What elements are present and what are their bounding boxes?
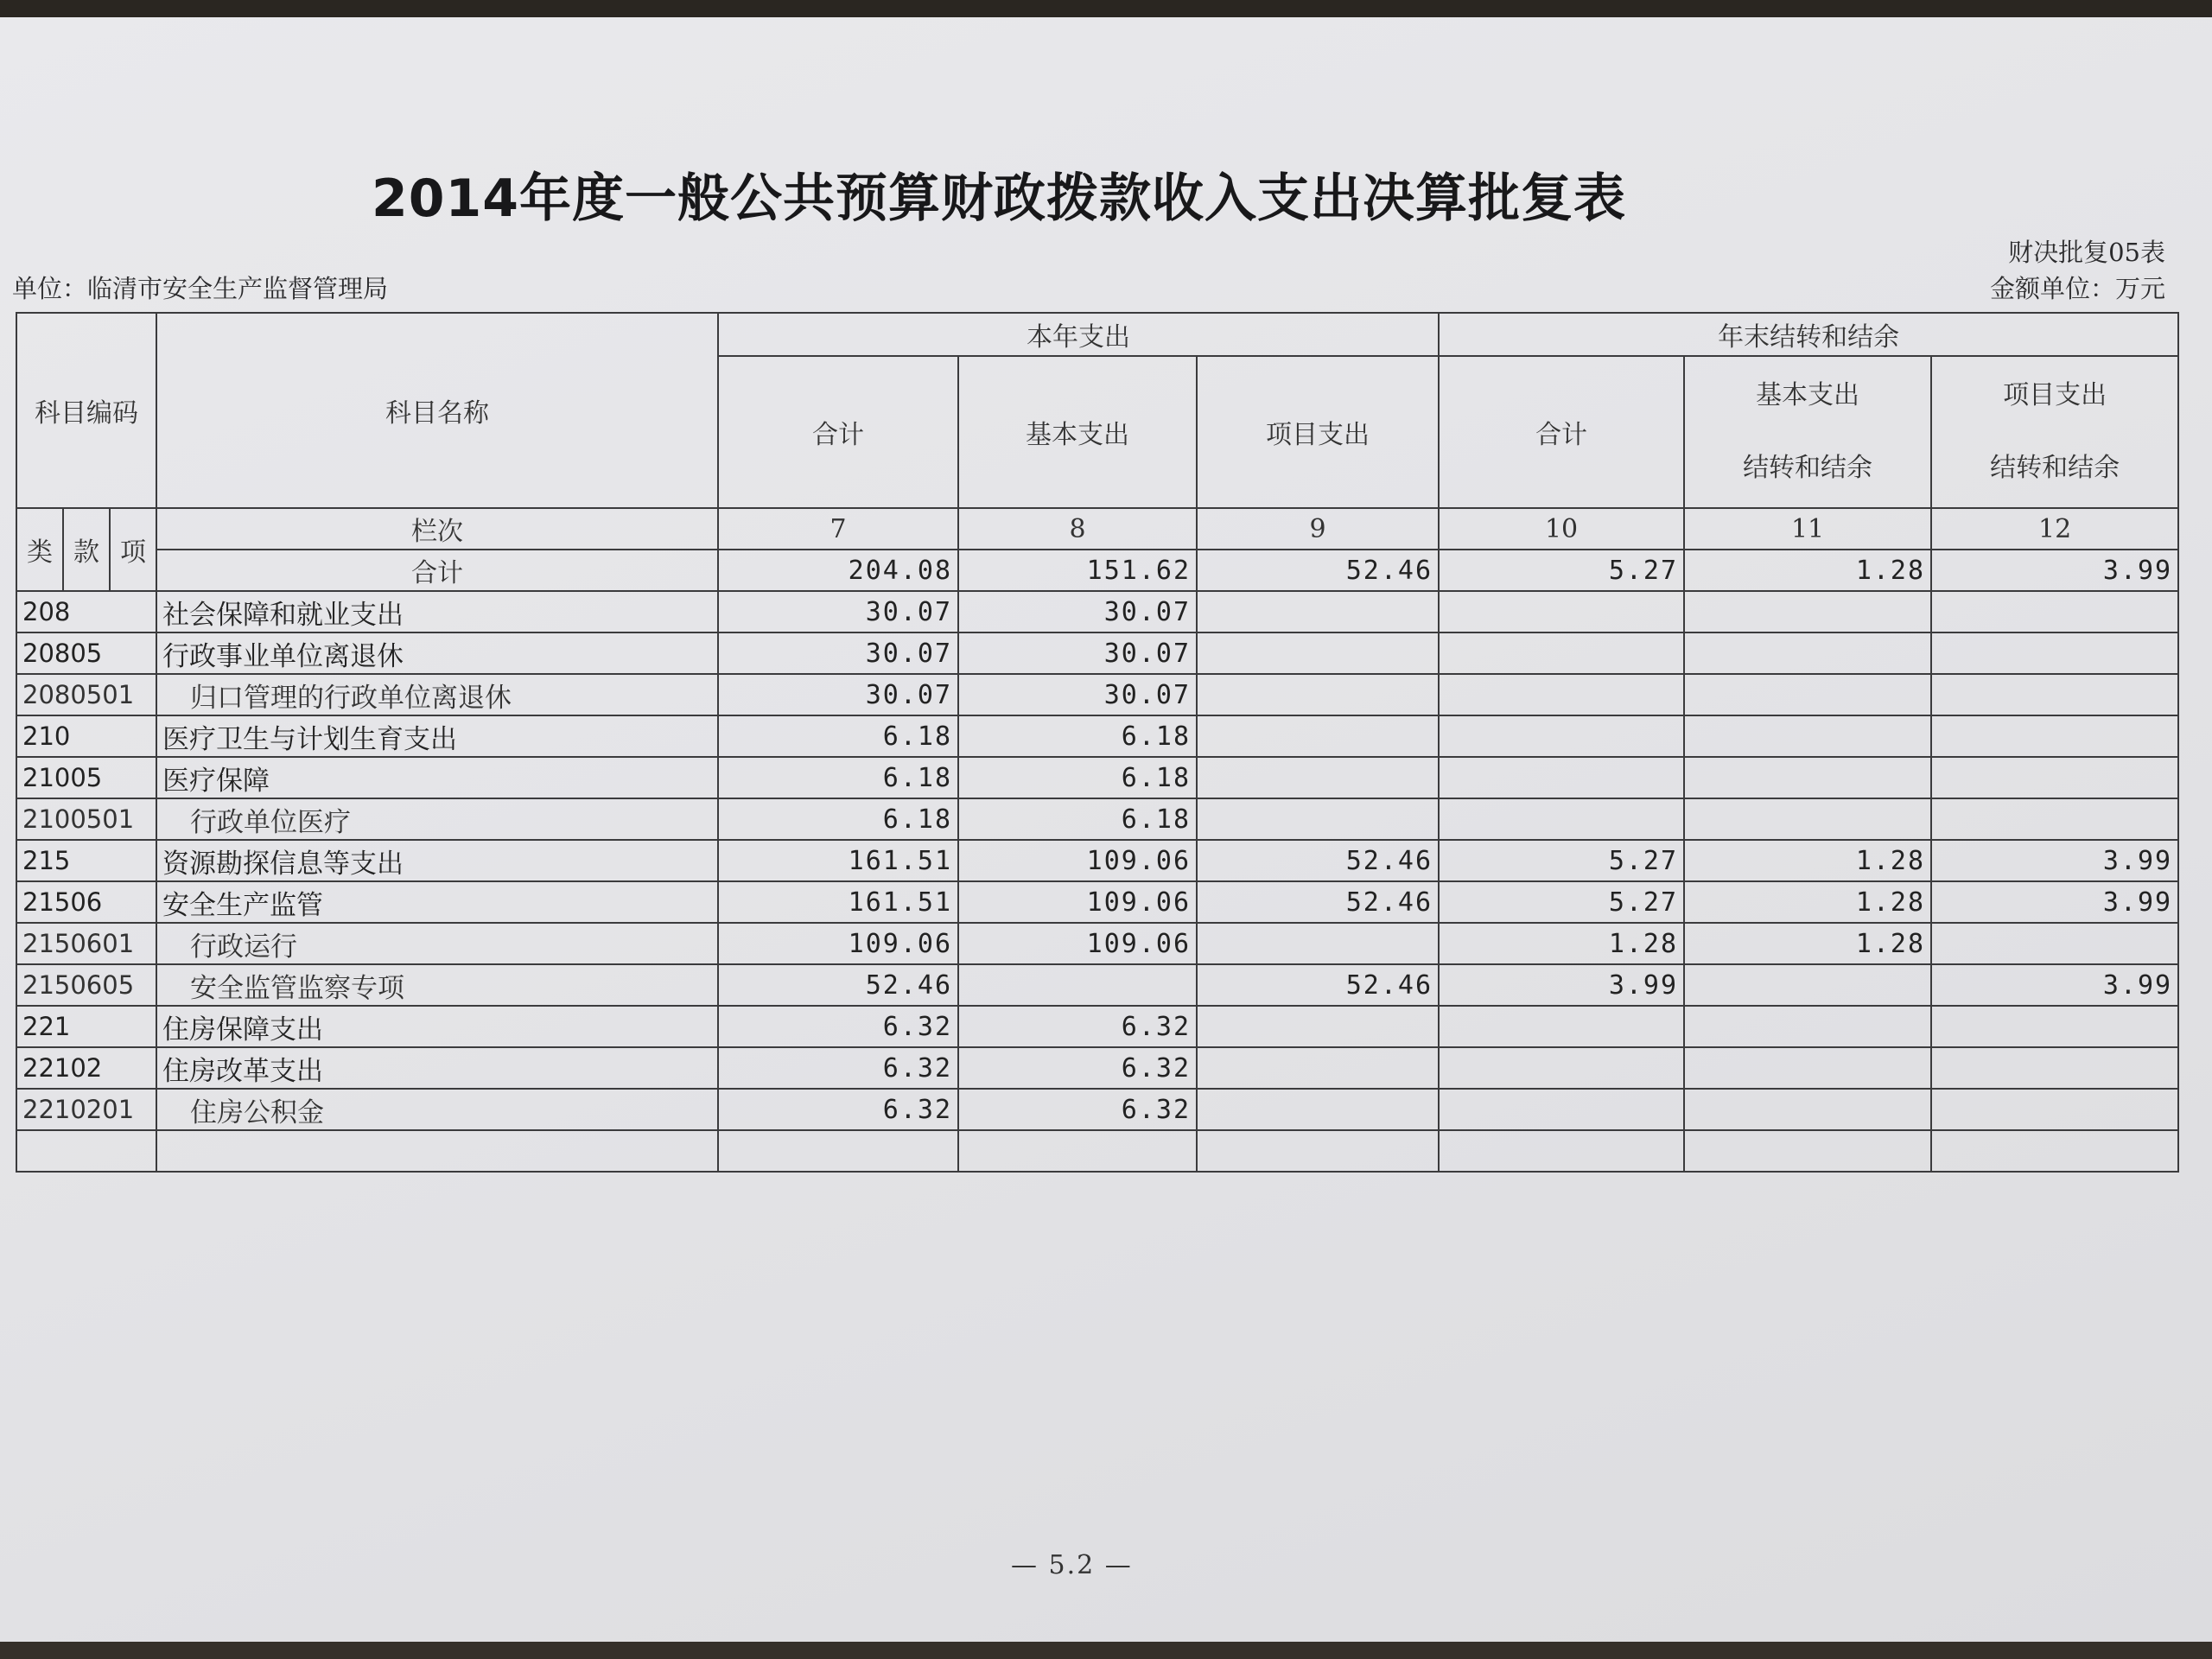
table-row [16, 881, 2178, 923]
row-value-cell: 1.28 [1684, 923, 1931, 964]
table-body [16, 591, 2178, 1172]
row-value-cell [1931, 923, 2178, 964]
row-value-cell [1684, 715, 1931, 757]
row-value-cell [1197, 715, 1439, 757]
row-value-cell: 1.28 [1684, 840, 1931, 881]
header-basic-carryover-line1: 基本支出 [1756, 380, 1860, 410]
header-project-carryover-line2: 结转和结余 [1990, 453, 2120, 483]
row-value-cell: 6.32 [958, 1047, 1197, 1089]
row-code: 21005 [16, 757, 156, 798]
row-value-cell [1439, 757, 1684, 798]
row-value-cell [1684, 1047, 1931, 1089]
row-value-cell: 6.18 [718, 757, 958, 798]
row-value-cell: 6.32 [958, 1006, 1197, 1047]
row-value-cell: 6.18 [958, 757, 1197, 798]
total-cell: 3.99 [1931, 550, 2178, 591]
row-value-cell [1931, 1047, 2178, 1089]
row-value-cell [1439, 1089, 1684, 1130]
row-value-cell: 6.18 [958, 715, 1197, 757]
row-code: 2080501 [16, 674, 156, 715]
row-value-cell [1684, 1006, 1931, 1047]
row-value-cell [1197, 1047, 1439, 1089]
row-value-cell [1684, 757, 1931, 798]
total-cell: 52.46 [1197, 550, 1439, 591]
row-value-cell [1197, 1130, 1439, 1172]
table-row [16, 1006, 2178, 1047]
row-value-cell: 6.32 [958, 1089, 1197, 1130]
row-value-cell: 1.28 [1439, 923, 1684, 964]
row-value-cell: 52.46 [718, 964, 958, 1006]
header-group-carryover: 年末结转和结余 [1439, 313, 2178, 356]
row-value-cell: 3.99 [1931, 881, 2178, 923]
row-value-cell [1931, 632, 2178, 674]
document-page [0, 17, 2212, 1642]
row-name: 资源勘探信息等支出 [156, 840, 718, 881]
row-name: 医疗保障 [156, 757, 718, 798]
row-code: 208 [16, 591, 156, 632]
row-value-cell: 6.18 [958, 798, 1197, 840]
table-row [16, 1089, 2178, 1130]
row-code: 21506 [16, 881, 156, 923]
row-value-cell [1197, 923, 1439, 964]
total-cell: 204.08 [718, 550, 958, 591]
row-value-cell [958, 964, 1197, 1006]
table-row [16, 674, 2178, 715]
col-number-12: 12 [1931, 508, 2178, 550]
header-total-carryover: 合计 [1439, 356, 1684, 508]
row-code: 22102 [16, 1047, 156, 1089]
row-value-cell [1197, 798, 1439, 840]
page-number: — 5.2 — [1011, 1550, 1133, 1580]
table-row [16, 715, 2178, 757]
row-value-cell: 30.07 [718, 591, 958, 632]
col-number-8: 8 [958, 508, 1197, 550]
row-value-cell [1931, 1006, 2178, 1047]
row-value-cell [1931, 715, 2178, 757]
row-name: 行政单位医疗 [156, 798, 718, 840]
row-code: 2210201 [16, 1089, 156, 1130]
row-value-cell: 52.46 [1197, 840, 1439, 881]
row-value-cell: 30.07 [718, 674, 958, 715]
row-value-cell [1931, 1089, 2178, 1130]
row-name: 安全监管监察专项 [156, 964, 718, 1006]
row-value-cell [1439, 674, 1684, 715]
row-name: 社会保障和就业支出 [156, 591, 718, 632]
row-value-cell: 5.27 [1439, 840, 1684, 881]
row-value-cell [1931, 591, 2178, 632]
row-name: 住房公积金 [156, 1089, 718, 1130]
header-kuan: 款 [63, 508, 110, 591]
row-value-cell [1439, 591, 1684, 632]
row-value-cell [958, 1130, 1197, 1172]
row-value-cell: 6.32 [718, 1047, 958, 1089]
row-name: 住房改革支出 [156, 1047, 718, 1089]
unit-label: 单位：临清市安全生产监督管理局 [12, 274, 389, 303]
row-value-cell [1931, 674, 2178, 715]
row-value-cell [1197, 1089, 1439, 1130]
header-project: 项目支出 [1197, 356, 1439, 508]
table-row [16, 964, 2178, 1006]
row-name [156, 1130, 718, 1172]
total-cell: 5.27 [1439, 550, 1684, 591]
bottom-background [0, 1642, 2212, 1659]
header-project-carryover-line1: 项目支出 [2003, 380, 2107, 410]
header-total: 合计 [718, 356, 958, 508]
form-code: 财决批复05表 [2008, 238, 2165, 267]
row-value-cell: 6.32 [718, 1089, 958, 1130]
table-row [16, 1130, 2178, 1172]
row-value-cell: 5.27 [1439, 881, 1684, 923]
header-basic-carryover [1684, 356, 1931, 508]
row-value-cell: 109.06 [718, 923, 958, 964]
row-code: 2150605 [16, 964, 156, 1006]
row-value-cell: 6.18 [718, 798, 958, 840]
row-code: 221 [16, 1006, 156, 1047]
row-code: 215 [16, 840, 156, 881]
row-value-cell: 109.06 [958, 923, 1197, 964]
document-title: 2014年度一般公共预算财政拨款收入支出决算批复表 [372, 168, 1626, 229]
row-value-cell: 6.32 [718, 1006, 958, 1047]
header-xiang: 项 [110, 508, 156, 591]
row-value-cell [1439, 1130, 1684, 1172]
row-value-cell: 30.07 [958, 632, 1197, 674]
row-name: 安全生产监管 [156, 881, 718, 923]
row-value-cell: 3.99 [1931, 840, 2178, 881]
row-value-cell: 30.07 [958, 674, 1197, 715]
row-code: 210 [16, 715, 156, 757]
row-value-cell [1197, 632, 1439, 674]
total-cell: 1.28 [1684, 550, 1931, 591]
row-value-cell: 161.51 [718, 881, 958, 923]
row-value-cell [718, 1130, 958, 1172]
row-name: 归口管理的行政单位离退休 [156, 674, 718, 715]
row-value-cell: 3.99 [1439, 964, 1684, 1006]
header-group-current: 本年支出 [718, 313, 1439, 356]
header-lanci: 栏次 [156, 508, 718, 550]
table-row [16, 1047, 2178, 1089]
row-value-cell: 30.07 [718, 632, 958, 674]
table-row [16, 923, 2178, 964]
table-header [16, 313, 2178, 591]
row-code: 2150601 [16, 923, 156, 964]
row-value-cell [1439, 632, 1684, 674]
budget-table [16, 312, 2179, 1173]
header-basic-carryover-line2: 结转和结余 [1743, 453, 1873, 483]
row-value-cell [1439, 798, 1684, 840]
header-project-carryover [1931, 356, 2178, 508]
row-value-cell [1197, 757, 1439, 798]
row-value-cell: 1.28 [1684, 881, 1931, 923]
table-row [16, 840, 2178, 881]
row-value-cell [1931, 757, 2178, 798]
total-row-label: 合计 [156, 550, 718, 591]
row-code: 20805 [16, 632, 156, 674]
row-value-cell [1439, 715, 1684, 757]
table-row [16, 591, 2178, 632]
row-value-cell [1439, 1006, 1684, 1047]
header-basic: 基本支出 [958, 356, 1197, 508]
total-row [16, 550, 2178, 591]
row-value-cell [1197, 591, 1439, 632]
row-value-cell [1197, 1006, 1439, 1047]
col-number-9: 9 [1197, 508, 1439, 550]
row-name: 医疗卫生与计划生育支出 [156, 715, 718, 757]
row-value-cell [1684, 674, 1931, 715]
row-name: 行政运行 [156, 923, 718, 964]
header-code: 科目编码 [16, 313, 156, 508]
row-name: 行政事业单位离退休 [156, 632, 718, 674]
table-row [16, 632, 2178, 674]
row-value-cell [1439, 1047, 1684, 1089]
row-value-cell: 52.46 [1197, 881, 1439, 923]
row-value-cell [1684, 591, 1931, 632]
row-value-cell [1684, 632, 1931, 674]
col-number-11: 11 [1684, 508, 1931, 550]
row-value-cell [1197, 674, 1439, 715]
table-row [16, 757, 2178, 798]
header-name: 科目名称 [156, 313, 718, 508]
row-value-cell [1684, 964, 1931, 1006]
row-value-cell: 161.51 [718, 840, 958, 881]
row-value-cell [1684, 1089, 1931, 1130]
row-value-cell: 6.18 [718, 715, 958, 757]
table-row [16, 798, 2178, 840]
col-number-7: 7 [718, 508, 958, 550]
row-value-cell: 30.07 [958, 591, 1197, 632]
row-value-cell: 109.06 [958, 881, 1197, 923]
col-number-10: 10 [1439, 508, 1684, 550]
total-cell: 151.62 [958, 550, 1197, 591]
row-code [16, 1130, 156, 1172]
row-value-cell [1931, 798, 2178, 840]
top-background [0, 0, 2212, 17]
row-name: 住房保障支出 [156, 1006, 718, 1047]
header-lei: 类 [16, 508, 63, 591]
row-value-cell: 3.99 [1931, 964, 2178, 1006]
row-value-cell [1684, 798, 1931, 840]
row-code: 2100501 [16, 798, 156, 840]
amount-unit: 金额单位：万元 [1989, 274, 2165, 303]
row-value-cell [1931, 1130, 2178, 1172]
row-value-cell: 109.06 [958, 840, 1197, 881]
row-value-cell: 52.46 [1197, 964, 1439, 1006]
row-value-cell [1684, 1130, 1931, 1172]
